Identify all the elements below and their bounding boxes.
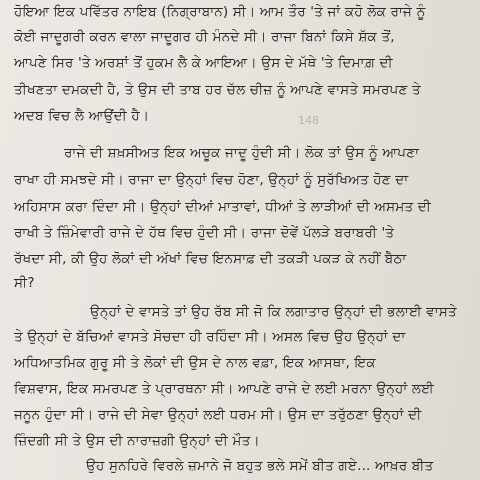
text-line: ਜ਼ਿੰਦਗੀ ਸੀ ਤੇ ਉਸ ਦੀ ਨਾਰਾਜ਼ਗੀ ਉਨ੍ਹਾਂ ਦੀ ਮੌਤ। [14, 433, 260, 449]
page-number: 148 [298, 114, 319, 127]
paragraph-start-line: ਉਨ੍ਹਾਂ ਦੇ ਵਾਸਤੇ ਤਾਂ ਉਹ ਰੱਬ ਸੀ ਜੋ ਕਿ ਲਗਾਤਾਰ ਉਨ੍ਹਾਂ ਦੀ ਭਲਾਈ ਵਾਸਤੇ [90, 304, 457, 320]
text-line: ਅਹਿਸਾਸ ਕਰਾ ਦਿੰਦਾ ਸੀ। ਉਨ੍ਹਾਂ ਦੀਆਂ ਮਾਤਾਵਾਂ, ਧੀਆਂ ਤੇ ਲਾੜੀਆਂ ਦੀ ਅਸਮਤ ਦੀ [14, 199, 432, 215]
text-line: ਤੇ ਉਨ੍ਹਾਂ ਦੇ ਬੱਚਿਆਂ ਵਾਸਤੇ ਸੋਚਦਾ ਹੀ ਰਹਿੰਦਾ ਸੀ। ਅਸਲ ਵਿਚ ਉਹ ਉਨ੍ਹਾਂ ਦਾ [14, 329, 406, 345]
text-line: ਸੀ? [14, 275, 35, 291]
text-line: ਰਾਖਾ ਹੀ ਸਮਝਦੇ ਸੀ। ਰਾਜਾ ਦਾ ਉਨ੍ਹਾਂ ਵਿਚ ਹੋਣਾ, ਉਨ੍ਹਾਂ ਨੂੰ ਸੁਰੱਖਿਅਤ ਹੋਣ ਦਾ [14, 172, 409, 188]
paragraph-start-line: ਰਾਜੇ ਦੀ ਸ਼ਖ਼ਸੀਅਤ ਇਕ ਅਚੂਕ ਜਾਦੂ ਹੁੰਦੀ ਸੀ। ਲੋਕ ਤਾਂ ਉਸ ਨੂੰ ਆਪਣਾ [64, 145, 420, 161]
text-line: ਰੱਖਦਾ ਸੀ, ਕੀ ਉਹ ਲੋਕਾਂ ਦੀ ਅੱਖਾਂ ਵਿਚ ਇਨਸਾਫ਼ ਦੀ ਤਕੜੀ ਪਕੜ ਕੇ ਨਹੀਂ ਬੈਠਾ [14, 251, 407, 267]
text-line: ਹੋਇਆ ਇਕ ਪਵਿੱਤਰ ਨਾਇਬ (ਨਿਗ੍ਰਾਬਾਨ) ਸੀ। ਆਮ ਤੌਰ 'ਤੇ ਜਾਂ ਕਹੋ ਲੋਕ ਰਾਜੇ ਨੂੰ [14, 4, 426, 20]
text-line: ਰਾਖੀ ਤੇ ਜ਼ਿੰਮੇਵਾਰੀ ਰਾਜੇ ਦੇ ਹੱਥ ਵਿਚ ਹੁੰਦੀ ਸੀ। ਰਾਜਾ ਦੋਵੇਂ ਪੱਲੜੇ ਬਰਾਬਰੀ 'ਤੇ [14, 225, 395, 241]
text-line: ਵਿਸ਼ਵਾਸ, ਇਕ ਸਮਰਪਣ ਤੇ ਪ੍ਰਾਰਥਨਾ ਸੀ। ਆਪਣੇ ਰਾਜੇ ਦੇ ਲਈ ਮਰਨਾ ਉਨ੍ਹਾਂ ਲਈ [14, 381, 434, 397]
text-line: ਅਧਿਆਤਮਿਕ ਗੁਰੂ ਸੀ ਤੇ ਲੋਕਾਂ ਦੀ ਉਸ ਦੇ ਨਾਲ ਵਫ਼ਾ, ਇਕ ਆਸਥਾ, ਇਕ [14, 355, 376, 371]
text-line: ਜਨੂਨ ਹੁੰਦਾ ਸੀ। ਰਾਜੇ ਦੀ ਸੇਵਾ ਉਨ੍ਹਾਂ ਲਈ ਧਰਮ ਸੀ। ਉਸ ਦਾ ਤਰੁੱਠਣਾ ਉਨ੍ਹਾਂ ਦੀ [14, 407, 422, 423]
paragraph-start-line: ਉਹ ਸੁਨਹਿਰੇ ਵਿਰਲੇ ਜ਼ਮਾਨੇ ਜੋ ਬਹੁਤ ਭਲੇ ਸਮੇਂ ਬੀਤ ਗਏ... ਆਖ਼ਰ ਬੀਤ [86, 458, 434, 474]
text-line: ਤੀਖਣਤਾ ਦਮਕਦੀ ਹੈ, ਤੇ ਉਸ ਦੀ ਤਾਬ ਹਰ ਚੱਲ ਚੀਜ਼ ਨੂੰ ਆਪਣੇ ਵਾਸਤੇ ਸਮਰਪਣ ਤੇ [14, 82, 421, 98]
text-line: ਅਦਬ ਵਿਚ ਲੈ ਆਉਂਦੀ ਹੈ। [14, 108, 150, 124]
text-line: ਆਪਣੇ ਸਿਰ 'ਤੇ ਅਰਸ਼ਾਂ ਤੋਂ ਹੁਕਮ ਲੈ ਕੇ ਆਇਆ। ਉਸ ਦੇ ਮੱਥੇ 'ਤੇ ਦਿਮਾਗ਼ ਦੀ [14, 55, 393, 71]
text-line: ਕੋਈ ਜਾਦੂਗਰੀ ਕਰਨ ਵਾਲਾ ਜਾਦੂਗਰ ਹੀ ਮੰਨਦੇ ਸੀ। ਰਾਜਾ ਬਿਨਾਂ ਕਿਸੇ ਸ਼ੱਕ ਤੋਂ, [14, 29, 395, 45]
